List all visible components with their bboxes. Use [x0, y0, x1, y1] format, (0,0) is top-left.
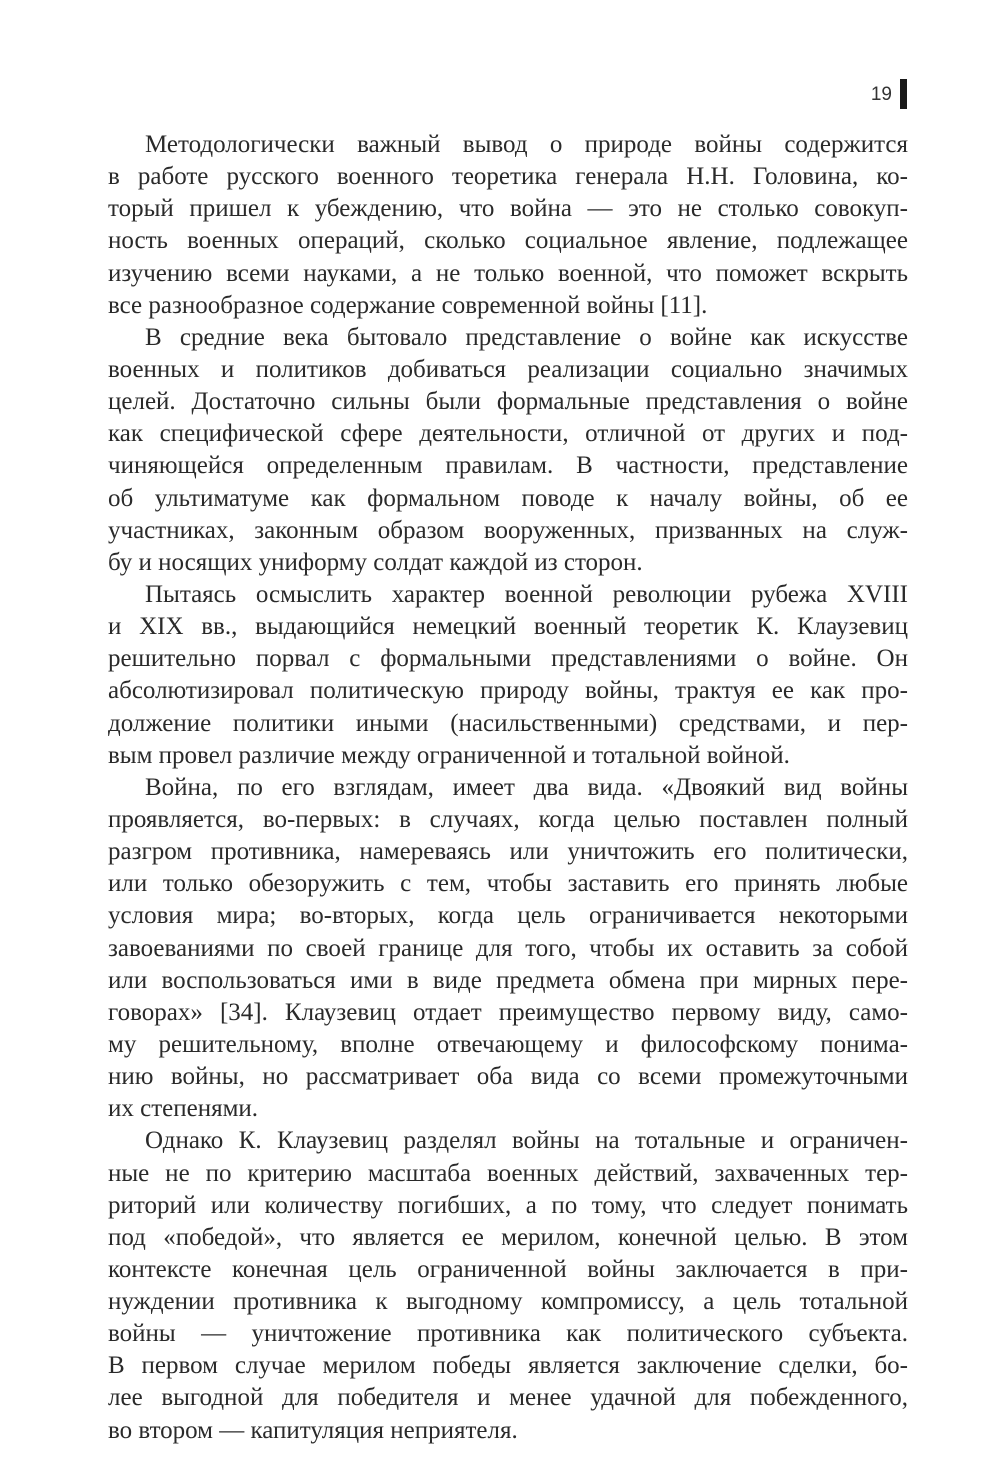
text-line: должение политики иными (насильственными) средствами, и пер- [108, 709, 908, 737]
text-line: ные не по критерию масштаба военных действий, захваченных тер- [108, 1159, 908, 1187]
text-line: условия мира; во-вторых, когда цель ограничивается некоторыми [108, 902, 908, 930]
text-line: лее выгодной для победителя и менее удачной для побежденного, [108, 1384, 908, 1412]
text-line: абсолютизировал политическую природу войны, трактуя ее как про- [108, 677, 908, 705]
paragraph [108, 129, 908, 322]
text-line: завоеваниями по своей границе для того, чтобы их оставить за собой [108, 934, 908, 962]
text-line: под «победой», что является ее мерилом, конечной целью. В этом [108, 1223, 908, 1251]
page-number: 19 [870, 84, 892, 105]
text-line: контексте конечная цель ограниченной войны заключается в при- [108, 1255, 908, 1283]
text-line: решительно порвал с формальными представлениями о войне. Он [108, 645, 908, 673]
text-line: нию войны, но рассматривает оба вида со всеми промежуточными [108, 1063, 908, 1091]
text-line: как специфической сфере деятельности, отличной от других и под- [108, 420, 908, 448]
text-line: ность военных операций, сколько социальное явление, подлежащее [108, 227, 908, 255]
text-line: В первом случае мерилом победы является заключение сделки, бо- [108, 1352, 908, 1380]
text-line: В средние века бытовало представление о войне как искусстве [145, 323, 908, 351]
text-line: целей. Достаточно сильны были формальные представления о войне [108, 388, 908, 416]
paragraph [108, 579, 908, 772]
text-line: или только обезоружить с тем, чтобы заставить его принять любые [108, 870, 908, 898]
text-line: проявляется, во-первых: в случаях, когда целью поставлен полный [108, 805, 908, 833]
text-line: об ультиматуме как формальном поводе к началу войны, об ее [108, 484, 908, 512]
text-line: бу и носящих униформу солдат каждой из сторон. [108, 548, 643, 576]
text-line: во втором — капитуляция неприятеля. [108, 1416, 518, 1444]
text-line: Пытаясь осмыслить характер военной революции рубежа XVIII [145, 580, 908, 608]
paragraph [108, 322, 908, 579]
text-line: разгром противника, намереваясь или уничтожить его политически, [108, 838, 908, 866]
body-text [108, 129, 908, 1447]
paragraph [108, 1125, 908, 1446]
text-line: вым провел различие между ограниченной и тотальной войной. [108, 741, 790, 769]
text-line: участниках, законным образом вооруженных, призванных на служ- [108, 516, 908, 544]
text-line: военных и политиков добиваться реализации социально значимых [108, 355, 908, 383]
text-line: изучению всеми науками, а не только военной, что поможет вскрыть [108, 259, 908, 287]
page-number-bar [900, 79, 907, 109]
text-line: торый пришел к убеждению, что война — это не столько совокуп- [108, 195, 908, 223]
text-line: все разнообразное содержание современной войны [11]. [108, 291, 708, 319]
text-line: нуждении противника к выгодному компромиссу, а цель тотальной [108, 1288, 908, 1316]
text-line: чиняющейся определенным правилам. В частности, представление [108, 452, 908, 480]
text-line: в работе русского военного теоретика генерала Н.Н. Головина, ко- [108, 163, 908, 191]
text-line: или воспользоваться ими в виде предмета обмена при мирных пере- [108, 966, 908, 994]
text-line: говорах» [34]. Клаузевиц отдает преимущество первому виду, само- [108, 998, 908, 1026]
text-line: му решительному, вполне отвечающему и философскому понима- [108, 1030, 908, 1058]
text-line: и XIX вв., выдающийся немецкий военный теоретик К. Клаузевиц [108, 613, 908, 641]
paragraph [108, 772, 908, 1126]
text-line: Война, по его взглядам, имеет два вида. «Двоякий вид войны [145, 773, 908, 801]
text-line: Однако К. Клаузевиц разделял войны на тотальные и ограничен- [145, 1127, 908, 1155]
text-line: их степенями. [108, 1095, 259, 1123]
text-line: риторий или количеству погибших, а по тому, что следует понимать [108, 1191, 908, 1219]
text-line: Методологически важный вывод о природе войны содержится [145, 131, 908, 158]
text-line: войны — уничтожение противника как политического субъекта. [108, 1320, 908, 1348]
